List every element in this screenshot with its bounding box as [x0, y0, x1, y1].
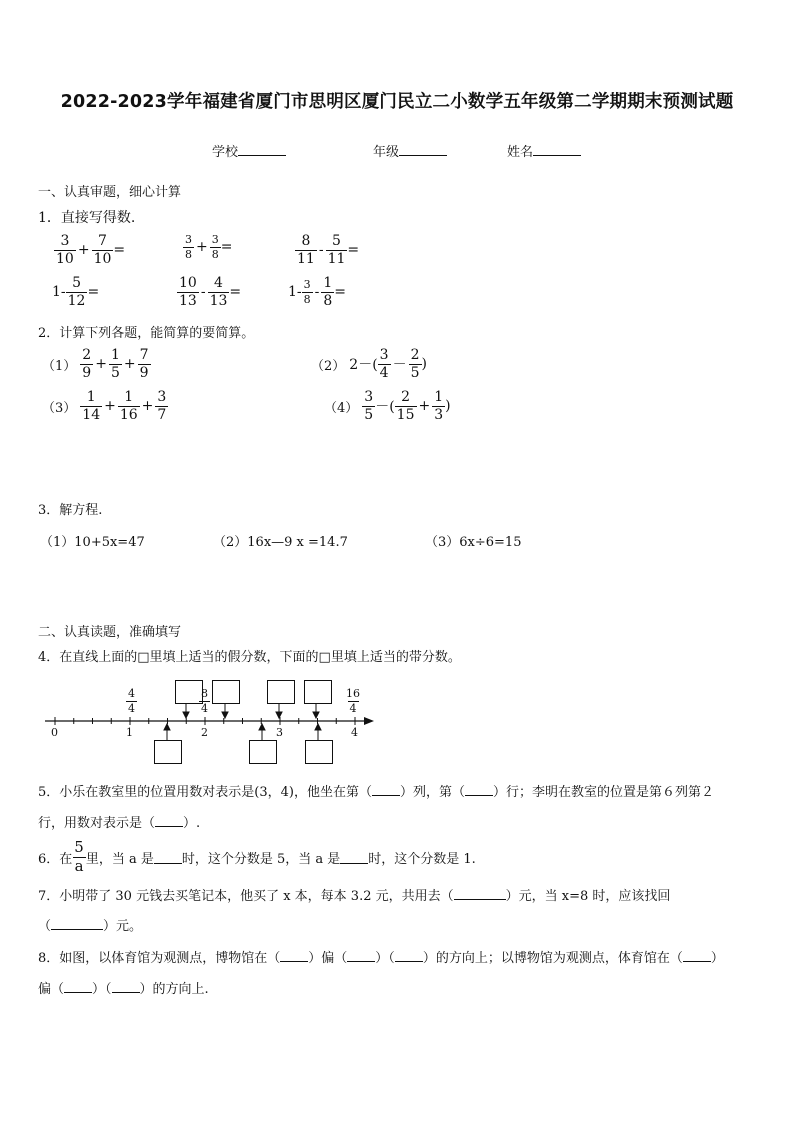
q7-line-1: 7．小明带了 30 元钱去买笔记本，他买了 x 本，每本 3.2 元，共用去（ ）元，当 x=8 时，应该找回: [38, 889, 671, 904]
fraction: $\frac{3}{4}$: [379, 347, 389, 381]
q8-blank-6[interactable]: [112, 980, 140, 993]
q7-line-2: （ ）元。: [38, 919, 143, 934]
fraction: $\frac{7}{10}$: [93, 233, 112, 267]
q8-blank-4[interactable]: [683, 949, 711, 962]
answer-box-mixed-2[interactable]: [249, 740, 277, 764]
q8-blank-2[interactable]: [347, 949, 375, 962]
fraction: $\frac{10}{13}$: [179, 275, 197, 309]
grade-blank[interactable]: [399, 142, 447, 156]
tick-label-1: 1: [126, 726, 133, 739]
grade-label: 年级: [373, 145, 400, 160]
q6-blank-1[interactable]: [154, 851, 182, 864]
answer-box-mixed-1[interactable]: [154, 740, 182, 764]
answer-box-improper-3[interactable]: [267, 680, 295, 704]
fraction: $\frac{5}{12}$: [67, 275, 86, 309]
q8-line-2: 偏（ ）（ ）的方向上.: [38, 982, 209, 997]
q6-blank-2[interactable]: [340, 851, 368, 864]
tick-label-0: 0: [51, 726, 58, 739]
q8-blank-5[interactable]: [64, 980, 92, 993]
q5-blank-column[interactable]: [372, 783, 400, 796]
answer-box-mixed-3[interactable]: [305, 740, 333, 764]
school-field: [212, 141, 286, 160]
school-label: 学校: [212, 145, 239, 160]
page-title: 2022-2023学年福建省厦门市思明区厦门民立二小数学五年级第二学期期末预测试题: [60, 92, 734, 112]
q8-blank-3[interactable]: [395, 949, 423, 962]
answer-box-improper-4[interactable]: [304, 680, 332, 704]
answer-box-improper-2[interactable]: [212, 680, 240, 704]
fraction: $\frac{3}{8}$: [211, 233, 219, 261]
given-fraction-4-4: $\frac{4}{4}$: [128, 687, 135, 715]
q5-line-2: 行，用数对表示是（ ）.: [38, 816, 201, 831]
fraction: $\frac{3}{8}$: [303, 278, 311, 306]
q8-blank-1[interactable]: [280, 949, 308, 962]
q2-problem-3: （3） $\frac{1}{14}$ + $\frac{1}{16}$ + $\frac{3}{7}$: [42, 389, 167, 423]
q5-line-1: 5．小乐在教室里的位置用数对表示是(3，4)，他坐在第（ ）列，第（ ）行；李明在教室的位置是第６列第２: [38, 785, 714, 800]
q2-problem-4: （4） $\frac{3}{5}$ －( $\frac{2}{15}$ + $\frac{1}{3}$ ): [324, 389, 451, 423]
q1-item-6: 1- $\frac{3}{8}$ - $\frac{1}{8}$ =: [288, 275, 347, 309]
q4-label: 4．在直线上面的□里填上适当的假分数，下面的□里填上适当的带分数。: [38, 650, 461, 665]
q2-problem-2: （2） 2－( $\frac{3}{4}$ － $\frac{2}{5}$ ): [311, 347, 427, 381]
q7-blank-change[interactable]: [51, 917, 103, 930]
q8-line-1: 8．如图，以体育馆为观测点，博物馆在（ ）偏（ ）（ ）的方向上；以博物馆为观测点，体育馆在（ ）: [38, 951, 724, 966]
q7-blank-spent[interactable]: [454, 887, 506, 900]
fraction: $\frac{2}{9}$: [82, 347, 92, 381]
q1-item-5: $\frac{10}{13}$ - $\frac{4}{13}$ =: [179, 275, 242, 309]
fraction: $\frac{3}{7}$: [157, 389, 167, 423]
fraction: $\frac{1}{8}$: [323, 275, 333, 309]
fraction: $\frac{2}{5}$: [410, 347, 420, 381]
fraction: $\frac{3}{10}$: [56, 233, 74, 267]
section1-heading: 一、认真审题，细心计算: [38, 185, 182, 200]
q2-label: 2．计算下列各题，能简算的要简算。: [38, 326, 255, 341]
school-blank[interactable]: [238, 142, 286, 156]
q5-blank-pair[interactable]: [155, 814, 183, 827]
q3-equation-1: （1）10+5x=47: [40, 535, 145, 550]
q2-problem-1: （1） $\frac{2}{9}$ + $\frac{1}{5}$ + $\frac{7}{9}$: [42, 347, 149, 381]
tick-label-4: 4: [351, 726, 358, 739]
q1-item-1: $\frac{3}{10}$ + $\frac{7}{10}$ =: [56, 233, 126, 267]
fraction: $\frac{2}{15}$: [396, 389, 415, 423]
fraction: $\frac{1}{3}$: [434, 389, 444, 423]
q6-line: 6．在 $\frac{5}{a}$ 里，当 a 是 时，这个分数是 5，当 a 是 时，这个分数是 1.: [38, 838, 476, 875]
fraction: $\frac{5}{a}$: [74, 838, 84, 875]
section2-heading: 二、认真读题，准确填写: [38, 625, 182, 640]
tick-label-2: 2: [201, 726, 208, 739]
fraction: $\frac{4}{13}$: [209, 275, 228, 309]
q5-blank-row[interactable]: [465, 783, 493, 796]
q3-equation-3: （3）6x÷6=15: [425, 535, 522, 550]
fraction: $\frac{5}{11}$: [327, 233, 346, 267]
q1-item-3: $\frac{8}{11}$ - $\frac{5}{11}$ =: [297, 233, 360, 267]
name-blank[interactable]: [533, 142, 581, 156]
q3-equation-2: （2）16x—9 x =14.7: [213, 535, 348, 550]
q1-label: 1．直接写得数.: [38, 210, 136, 226]
fraction: $\frac{1}{14}$: [82, 389, 101, 423]
given-fraction-16-4: $\frac{16}{4}$: [346, 687, 360, 715]
fraction: $\frac{7}{9}$: [139, 347, 149, 381]
given-fraction-8-4: $\frac{8}{4}$: [201, 687, 208, 715]
q1-item-4: 1- $\frac{5}{12}$ =: [52, 275, 100, 309]
fraction: $\frac{1}{16}$: [119, 389, 138, 423]
fraction: $\frac{3}{5}$: [364, 389, 374, 423]
fraction: $\frac{8}{11}$: [297, 233, 315, 267]
q3-label: 3．解方程.: [38, 503, 103, 518]
fraction: $\frac{3}{8}$: [185, 233, 192, 261]
name-label: 姓名: [507, 145, 534, 160]
q1-item-2: $\frac{3}{8}$ + $\frac{3}{8}$ =: [185, 233, 233, 261]
tick-label-3: 3: [276, 726, 283, 739]
grade-field: [373, 141, 447, 160]
fraction: $\frac{1}{5}$: [110, 347, 120, 381]
name-field: [507, 141, 581, 160]
